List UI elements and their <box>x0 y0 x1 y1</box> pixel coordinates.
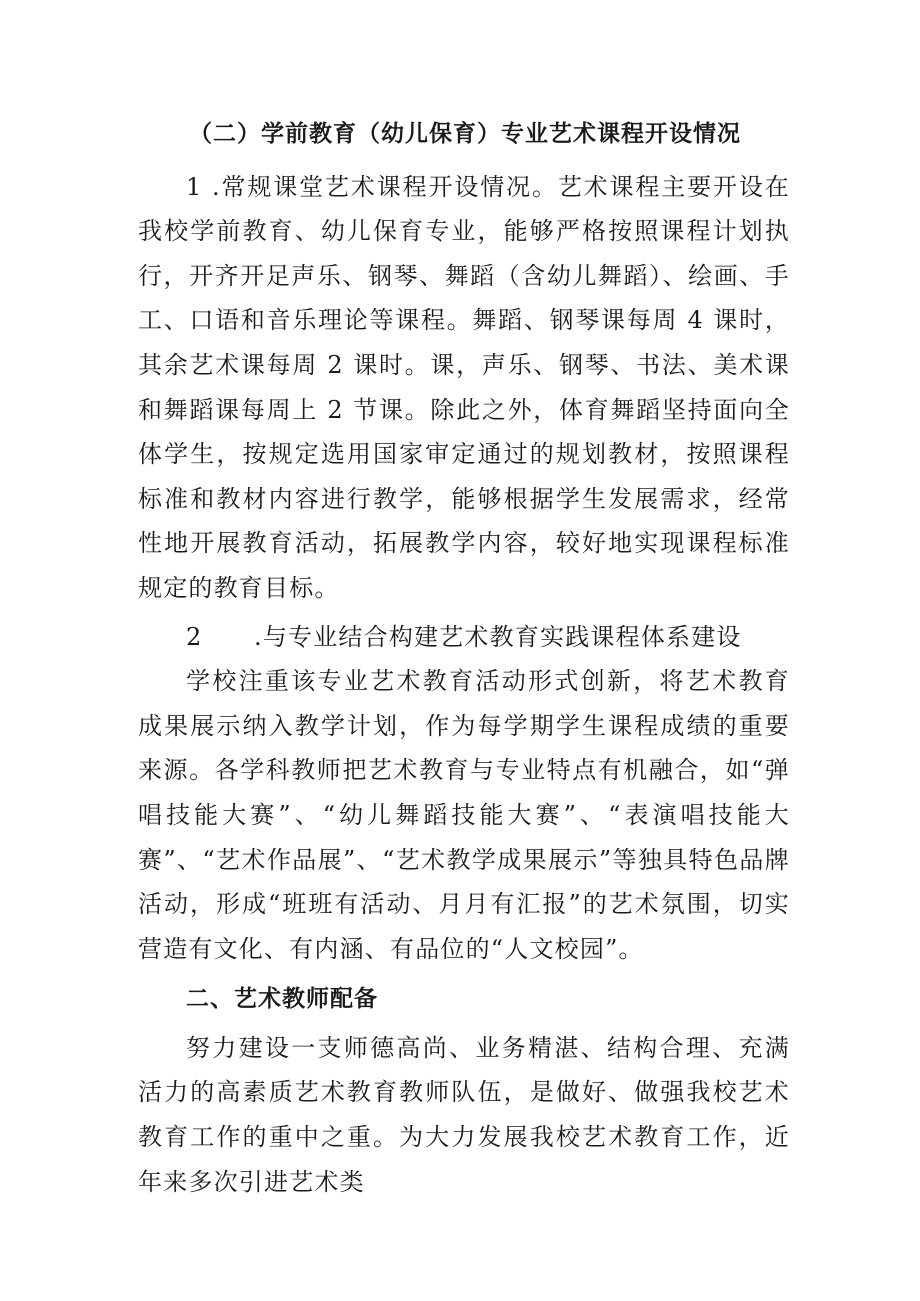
paragraph-practice-system: 学校注重该专业艺术教育活动形式创新，将艺术教育成果展示纳入教学计划，作为每学期学生课程成绩的重要来源。各学科教师把艺术教育与专业特点有机融合，如“弹唱技能大赛”、“幼儿舞蹈技能大赛”、“表演唱技能大赛”、“艺术作品展”、“艺术教学成果展示”等独具特色品牌活动，形成“班班有活动、月月有汇报”的艺术氛围，切实营造有文化、有内涵、有品位的“人文校园”。 <box>138 667 790 963</box>
document-body <box>138 112 790 1204</box>
item-2-heading <box>138 615 790 660</box>
paragraph-teacher-staffing: 努力建设一支师德高尚、业务精湛、结构合理、充满活力的高素质艺术教育教师队伍，是做好、做强我校艺术教育工作的重中之重。为大力发展我校艺术教育工作，近年来多次引进艺术类 <box>138 1033 790 1196</box>
paragraph-regular-courses: 1 .常规课堂艺术课程开设情况。艺术课程主要开设在我校学前教育、幼儿保育专业，能够严格按照课程计划执行，开齐开足声乐、钢琴、舞蹈（含幼儿舞蹈）、绘画、手工、口语和音乐理论等课程。舞蹈、钢琴课每周 4 课时，其余艺术课每周 2 课时。课，声乐、钢琴、书法、美术课和舞蹈课每周上 2 节课。除此之外，体育舞蹈坚持面向全体学生，按规定选用国家审定通过的规划教材，按照课程标准和教材内容进行教学，能够根据学生发展需求，经常性地开展教育活动，拓展教学内容，较好地实现课程标准规定的教育目标。 <box>138 172 790 602</box>
section-title: （二）学前教育（幼儿保育）专业艺术课程开设情况 <box>189 121 741 147</box>
item-2-number: 2 <box>186 622 203 651</box>
item-2-text: .与专业结合构建艺术教育实践课程体系建设 <box>254 622 742 651</box>
heading-teacher-staffing: 二、艺术教师配备 <box>186 986 378 1013</box>
